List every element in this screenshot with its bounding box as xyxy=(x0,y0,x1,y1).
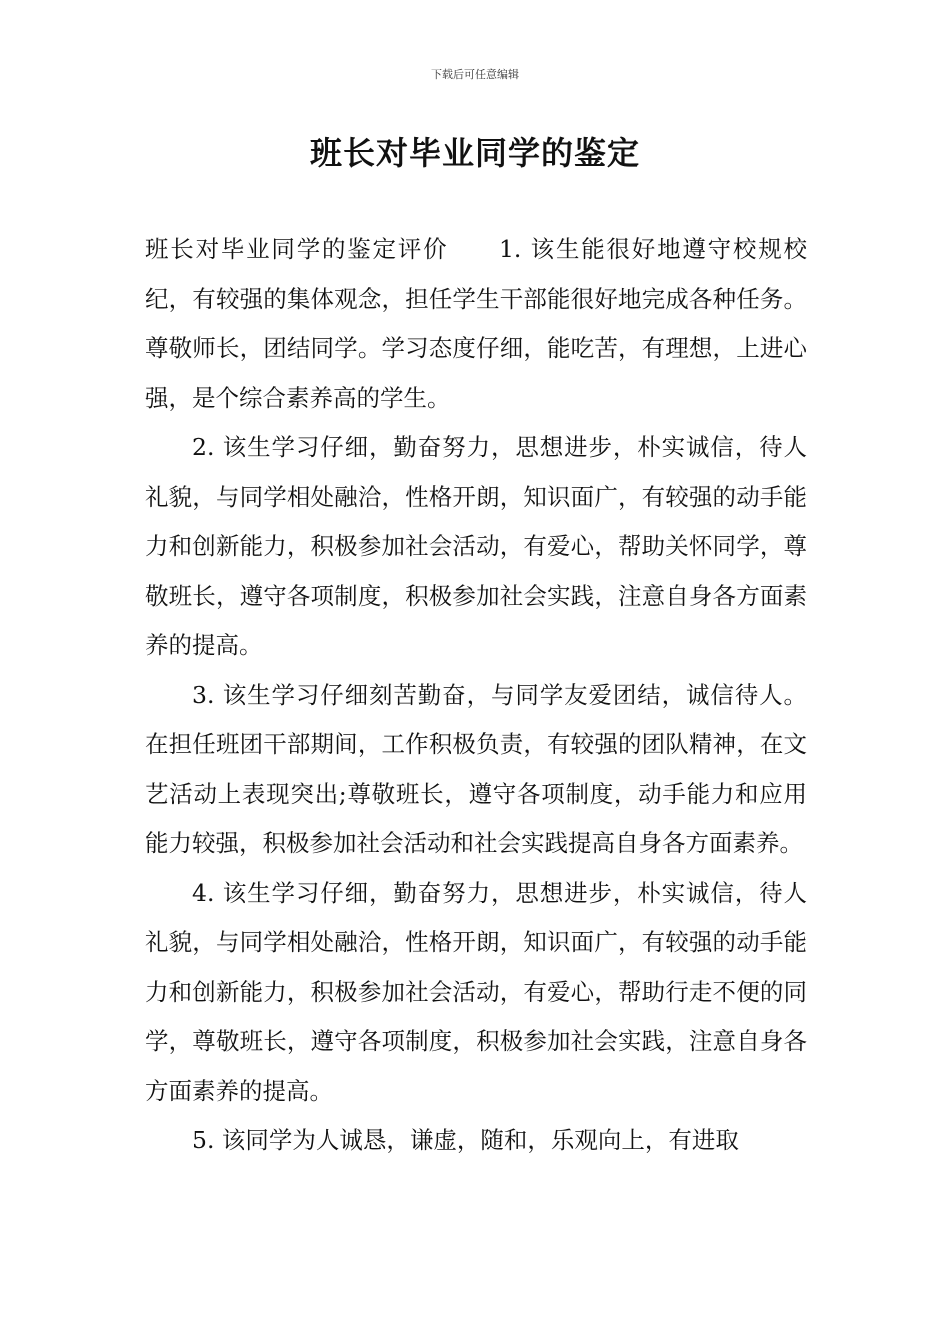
paragraph-item-2: 2. 该生学习仔细，勤奋努力，思想进步，朴实诚信，待人礼貌，与同学相处融洽，性格开朗，知识面广，有较强的动手能力和创新能力，积极参加社会活动，有爱心，帮助关怀同学，尊敬班长，遵守各项制度，积极参加社会实践，注意自身各方面素养的提高。 xyxy=(145,433,807,659)
page-title: 班长对毕业同学的鉴定 xyxy=(309,134,640,172)
paragraph-item-3: 3. 该生学习仔细刻苦勤奋，与同学友爱团结，诚信待人。在担任班团干部期间，工作积极负责，有较强的团队精神，在文艺活动上表现突出;尊敬班长，遵守各项制度，动手能力和应用能力较强，积极参加社会活动和社会实践提高自身各方面素养。 xyxy=(145,680,807,857)
paragraph-intro-item-1: 班长对毕业同学的鉴定评价 1. 该生能很好地遵守校规校纪，有较强的集体观念，担任学生干部能很好地完成各种任务。尊敬师长，团结同学。学习态度仔细，能吃苦，有理想，上进心强，是个综合素养高的学生。 xyxy=(145,235,807,412)
paragraph-item-4: 4. 该生学习仔细，勤奋努力，思想进步，朴实诚信，待人礼貌，与同学相处融洽，性格开朗，知识面广，有较强的动手能力和创新能力，积极参加社会活动，有爱心，帮助行走不便的同学，尊敬班长，遵守各项制度，积极参加社会实践，注意自身各方面素养的提高。 xyxy=(145,878,807,1105)
header-note: 下载后可任意编辑 xyxy=(431,68,519,81)
document-body xyxy=(145,225,807,1166)
paragraph-item-5: 5. 该同学为人诚恳，谦虚，随和，乐观向上，有进取 xyxy=(192,1126,739,1154)
